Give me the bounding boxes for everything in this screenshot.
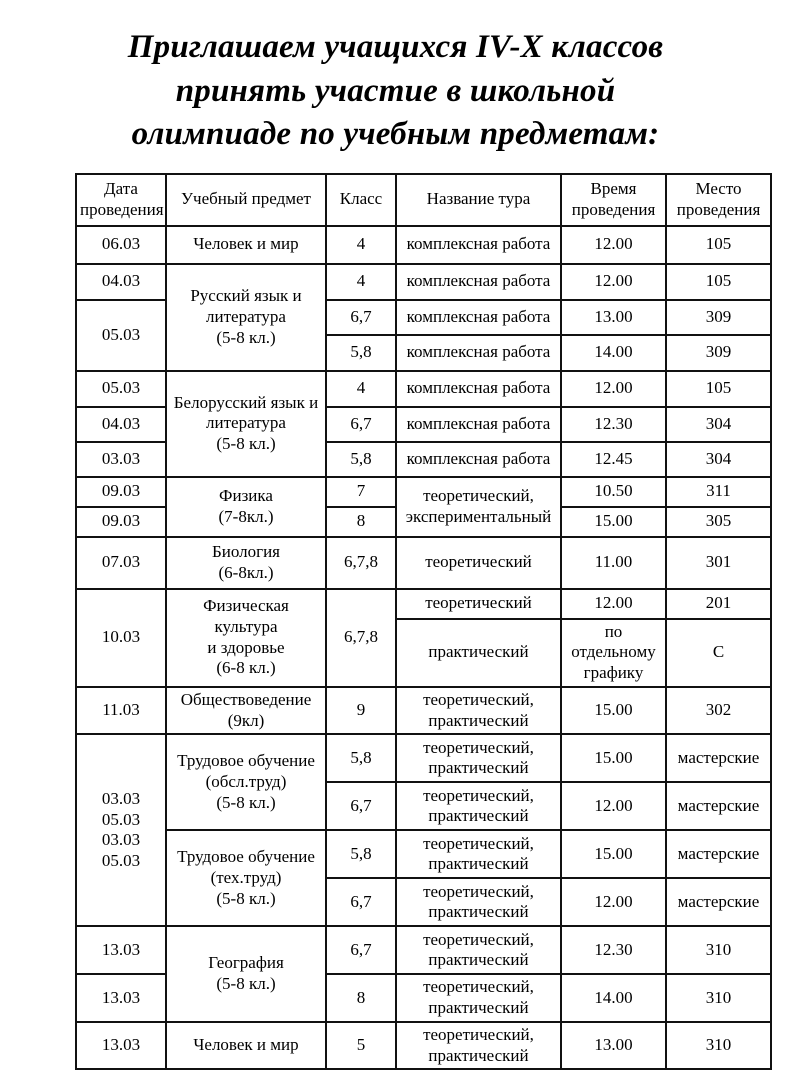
table-row — [76, 830, 771, 878]
cell-class: 8 — [326, 507, 396, 537]
cell-date: 06.03 — [76, 226, 166, 264]
cell-place: 302 — [666, 687, 771, 734]
cell-time: 13.00 — [561, 1022, 666, 1069]
cell-date: 11.03 — [76, 687, 166, 734]
cell-round: теоретический, практический — [396, 926, 561, 974]
column-header-time: Время проведения — [561, 174, 666, 226]
cell-place: С — [666, 619, 771, 687]
cell-place: 105 — [666, 264, 771, 300]
cell-date: 04.03 — [76, 407, 166, 442]
cell-time: 12.00 — [561, 264, 666, 300]
table-row — [76, 537, 771, 589]
page-title-line-2: принять участие в школьной — [175, 72, 616, 109]
cell-date: 10.03 — [76, 589, 166, 687]
cell-subject: Русский язык и литература (5-8 кл.) — [166, 264, 326, 371]
cell-class: 6,7,8 — [326, 589, 396, 687]
cell-round: теоретический, практический — [396, 974, 561, 1021]
cell-place: 305 — [666, 507, 771, 537]
cell-class: 6,7 — [326, 926, 396, 974]
column-header-class: Класс — [326, 174, 396, 226]
table-row — [76, 1022, 771, 1069]
cell-place: мастерские — [666, 782, 771, 830]
cell-time: 12.30 — [561, 926, 666, 974]
cell-place: 310 — [666, 1022, 771, 1069]
cell-place: 304 — [666, 407, 771, 442]
cell-time: 12.45 — [561, 442, 666, 477]
page-title-line-1: Приглашаем учащихся IV-X классов — [127, 29, 664, 65]
cell-round: теоретический — [396, 537, 561, 589]
cell-time: 13.00 — [561, 300, 666, 335]
cell-round: комплексная работа — [396, 300, 561, 335]
cell-date: 07.03 — [76, 537, 166, 589]
cell-time: 11.00 — [561, 537, 666, 589]
cell-class: 4 — [326, 371, 396, 407]
cell-round: теоретический, практический — [396, 830, 561, 878]
table-row — [76, 687, 771, 734]
cell-time: 12.00 — [561, 226, 666, 264]
cell-round: практический — [396, 619, 561, 687]
cell-class: 6,7 — [326, 300, 396, 335]
cell-date: 13.03 — [76, 974, 166, 1021]
cell-time: 15.00 — [561, 687, 666, 734]
cell-class: 8 — [326, 974, 396, 1021]
cell-date: 05.03 — [76, 371, 166, 407]
table-header-row — [76, 174, 771, 226]
cell-time: 12.00 — [561, 371, 666, 407]
cell-round: теоретический — [396, 589, 561, 619]
document-page — [0, 26, 791, 1065]
cell-class: 4 — [326, 226, 396, 264]
cell-time: 15.00 — [561, 734, 666, 782]
cell-class: 6,7 — [326, 782, 396, 830]
cell-place: 309 — [666, 335, 771, 371]
cell-class: 5,8 — [326, 442, 396, 477]
cell-place: 105 — [666, 226, 771, 264]
cell-round: теоретический, экспериментальный — [396, 477, 561, 537]
cell-class: 9 — [326, 687, 396, 734]
column-header-place: Место проведения — [666, 174, 771, 226]
cell-place: мастерские — [666, 734, 771, 782]
cell-place: 310 — [666, 926, 771, 974]
cell-place: 301 — [666, 537, 771, 589]
table-row — [76, 371, 771, 407]
page-title-line-3: олимпиаде по учебным предметам: — [131, 116, 660, 153]
table-row — [76, 226, 771, 264]
cell-time: 14.00 — [561, 974, 666, 1021]
column-header-subject: Учебный предмет — [166, 174, 326, 226]
cell-class: 6,7,8 — [326, 537, 396, 589]
cell-round: комплексная работа — [396, 407, 561, 442]
cell-place: 201 — [666, 589, 771, 619]
cell-round: комплексная работа — [396, 371, 561, 407]
cell-round: теоретический, практический — [396, 1022, 561, 1069]
cell-round: комплексная работа — [396, 226, 561, 264]
cell-date: 09.03 — [76, 507, 166, 537]
cell-class: 5,8 — [326, 734, 396, 782]
table-row — [76, 589, 771, 619]
cell-date: 13.03 — [76, 1022, 166, 1069]
cell-subject: Человек и мир — [166, 1022, 326, 1069]
cell-class: 6,7 — [326, 407, 396, 442]
cell-class: 5,8 — [326, 830, 396, 878]
table-row — [76, 734, 771, 782]
cell-time: 15.00 — [561, 507, 666, 537]
cell-round: теоретический, практический — [396, 878, 561, 926]
cell-date: 03.03 — [76, 442, 166, 477]
cell-subject: Белорусский язык и литература (5-8 кл.) — [166, 371, 326, 477]
cell-subject: Трудовое обучение (тех.труд) (5-8 кл.) — [166, 830, 326, 926]
cell-round: теоретический, практический — [396, 734, 561, 782]
cell-time: 12.00 — [561, 782, 666, 830]
cell-place: 310 — [666, 974, 771, 1021]
cell-subject: Человек и мир — [166, 226, 326, 264]
cell-time: 12.00 — [561, 878, 666, 926]
cell-time: 12.00 — [561, 589, 666, 619]
cell-time: по отдельному графику — [561, 619, 666, 687]
cell-date: 05.03 — [76, 300, 166, 371]
cell-subject: География (5-8 кл.) — [166, 926, 326, 1021]
cell-subject: Обществоведение (9кл) — [166, 687, 326, 734]
cell-time: 10.50 — [561, 477, 666, 507]
cell-place: 105 — [666, 371, 771, 407]
cell-class: 7 — [326, 477, 396, 507]
cell-round: теоретический, практический — [396, 782, 561, 830]
cell-date: 03.03 05.03 03.03 05.03 — [76, 734, 166, 926]
column-header-round: Название тура — [396, 174, 561, 226]
cell-round: теоретический, практический — [396, 687, 561, 734]
page-title — [30, 26, 761, 157]
cell-place: 309 — [666, 300, 771, 335]
cell-class: 5 — [326, 1022, 396, 1069]
cell-class: 6,7 — [326, 878, 396, 926]
cell-round: комплексная работа — [396, 264, 561, 300]
cell-class: 4 — [326, 264, 396, 300]
cell-place: мастерские — [666, 830, 771, 878]
cell-round: комплексная работа — [396, 442, 561, 477]
cell-subject: Физика (7-8кл.) — [166, 477, 326, 537]
cell-subject: Трудовое обучение (обсл.труд) (5-8 кл.) — [166, 734, 326, 830]
cell-place: 311 — [666, 477, 771, 507]
cell-time: 15.00 — [561, 830, 666, 878]
cell-time: 12.30 — [561, 407, 666, 442]
cell-subject: Физическая культура и здоровье (6-8 кл.) — [166, 589, 326, 687]
cell-date: 13.03 — [76, 926, 166, 974]
cell-time: 14.00 — [561, 335, 666, 371]
cell-place: 304 — [666, 442, 771, 477]
column-header-date: Дата проведения — [76, 174, 166, 226]
cell-class: 5,8 — [326, 335, 396, 371]
table-row — [76, 264, 771, 300]
cell-date: 04.03 — [76, 264, 166, 300]
olympiad-schedule-table — [75, 173, 772, 1070]
cell-subject: Биология (6-8кл.) — [166, 537, 326, 589]
table-row — [76, 926, 771, 974]
table-row — [76, 477, 771, 507]
cell-date: 09.03 — [76, 477, 166, 507]
cell-round: комплексная работа — [396, 335, 561, 371]
cell-place: мастерские — [666, 878, 771, 926]
